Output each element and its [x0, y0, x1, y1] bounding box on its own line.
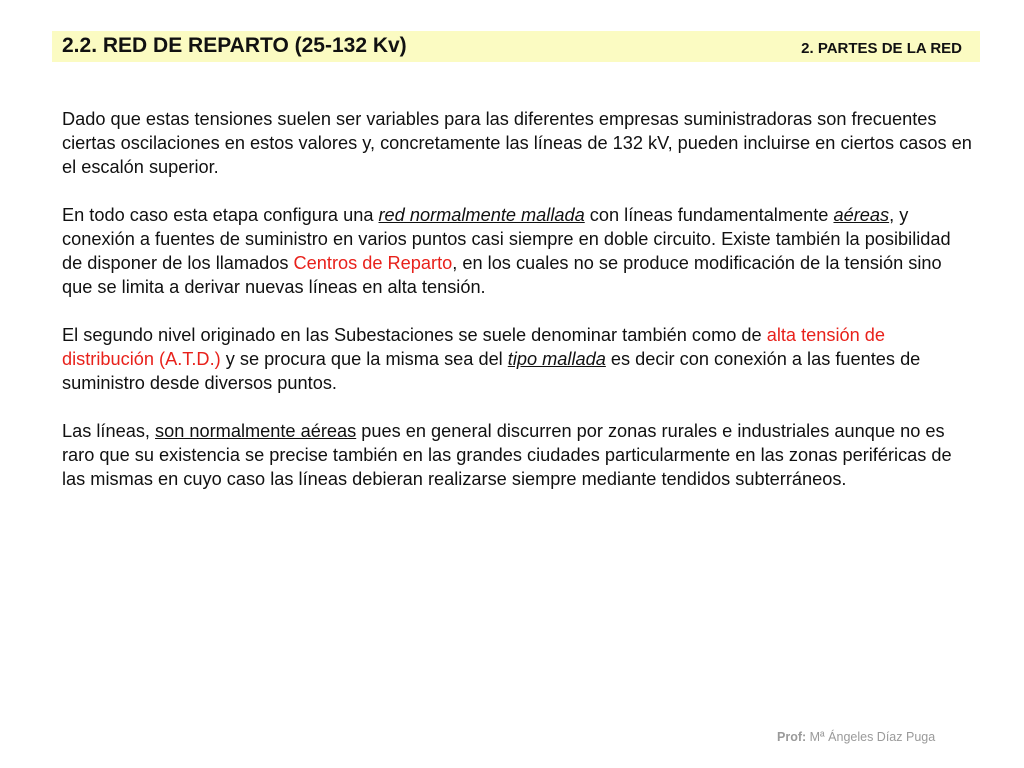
section-label: 2. PARTES DE LA RED: [801, 40, 962, 57]
term-centros-de-reparto: Centros de Reparto: [293, 253, 453, 273]
paragraph-4-text-2: pues en general discurren por zonas rurales e industriales aunque no es raro que su existencia se precise también en las grandes ciudades particularmente en las zonas periféricas de las mismas en cuyo caso las líneas debieran realizarse siempre mediante tendidos subterráneos.: [62, 421, 952, 489]
paragraph-3-text-3: es decir con conexión a las fuentes de suministro desde diversos puntos.: [62, 349, 921, 393]
term-son-normalmente-aereas: son normalmente aéreas: [155, 421, 357, 441]
paragraph-2-text-4: , en los cuales no se produce modificación de la tensión sino que se limita a derivar nuevas líneas en alta tensión.: [62, 253, 942, 297]
footer-prof-name: Mª Ángeles Díaz Puga: [806, 730, 936, 744]
slide-body: [62, 107, 972, 515]
footer-prof-label: Prof:: [777, 730, 807, 744]
paragraph-2-text-2: con líneas fundamentalmente: [584, 205, 834, 225]
paragraph-1-text: Dado que estas tensiones suelen ser variables para las diferentes empresas suministradoras son frecuentes ciertas oscilaciones en estos valores y, concretamente las líneas de 132 kV, pueden incluirse en ciertos casos en el escalón superior.: [62, 109, 972, 177]
paragraph-4: [62, 419, 972, 491]
footer-credit: [777, 730, 935, 744]
paragraph-3-text-2: y se procura que la misma sea del: [220, 349, 508, 369]
term-alta-tension-distribucion: alta tensión de distribución (A.T.D.): [62, 325, 886, 369]
paragraph-2-text-3: , y conexión a fuentes de suministro en varios puntos casi siempre en doble circuito. Existe también la posibilidad de disponer de los llamados: [62, 205, 951, 273]
term-aereas: aéreas: [833, 205, 890, 225]
paragraph-2-text-1: En todo caso esta etapa configura una: [62, 205, 379, 225]
header-bar: [52, 31, 980, 62]
paragraph-3: [62, 323, 972, 395]
paragraph-4-text-1: Las líneas,: [62, 421, 156, 441]
paragraph-3-text-1: El segundo nivel originado en las Subestaciones se suele denominar también como de: [62, 325, 767, 345]
paragraph-2: [62, 203, 972, 299]
paragraph-1: [62, 107, 972, 179]
term-red-normalmente-mallada: red normalmente mallada: [378, 205, 585, 225]
term-tipo-mallada: tipo mallada: [507, 349, 606, 369]
slide-title: 2.2. RED DE REPARTO (25-132 Kv): [62, 34, 407, 57]
